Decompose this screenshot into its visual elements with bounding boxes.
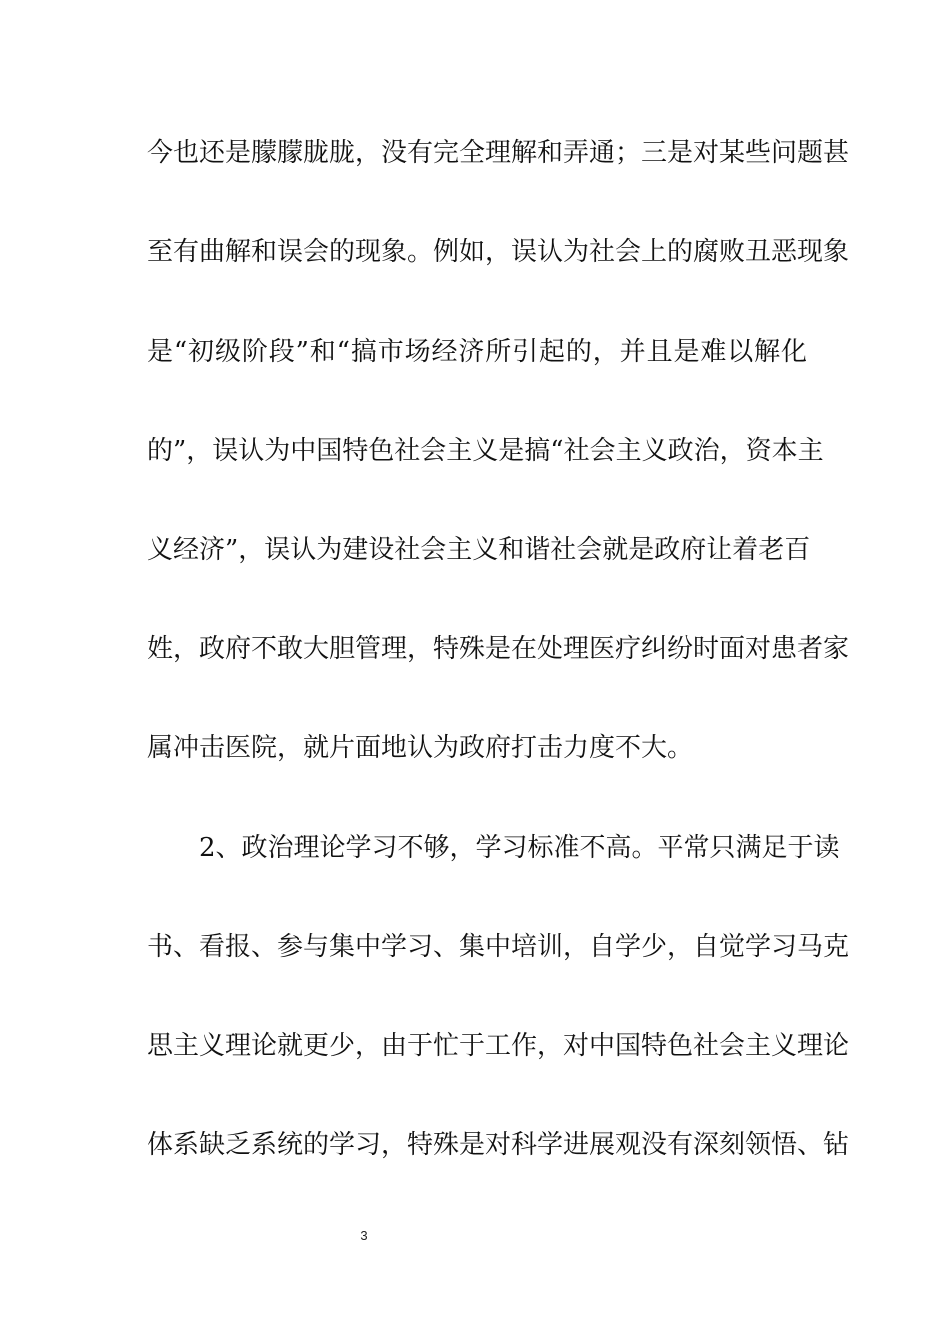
text-line: 体系缺乏系统的学习，特殊是对科学进展观没有深刻领悟、钻 [147, 1130, 850, 1160]
text-line: 思主义理论就更少，由于忙于工作，对中国特色社会主义理论 [147, 1031, 850, 1061]
text-line: 至有曲解和误会的现象。例如，误认为社会上的腐败丑恶现象 [147, 237, 850, 267]
text-line: 姓，政府不敢大胆管理，特殊是在处理医疗纠纷时面对患者家 [147, 634, 850, 664]
text-line: 2、政治理论学习不够，学习标准不高。平常只满足于读 [199, 833, 840, 863]
page-number: 3 [360, 1228, 368, 1243]
text-line: 是“初级阶段”和“搞市场经济所引起的，并且是难以解化 [147, 337, 807, 367]
text-line: 今也还是朦朦胧胧，没有完全理解和弄通；三是对某些问题甚 [147, 138, 850, 168]
text-line: 义经济”，误认为建设社会主义和谐社会就是政府让着老百 [147, 535, 811, 565]
text-line: 的”，误认为中国特色社会主义是搞“社会主义政治，资本主 [147, 436, 824, 466]
text-line: 书、看报、参与集中学习、集中培训，自学少，自觉学习马克 [147, 932, 850, 962]
text-line: 属冲击医院，就片面地认为政府打击力度不大。 [147, 733, 694, 763]
